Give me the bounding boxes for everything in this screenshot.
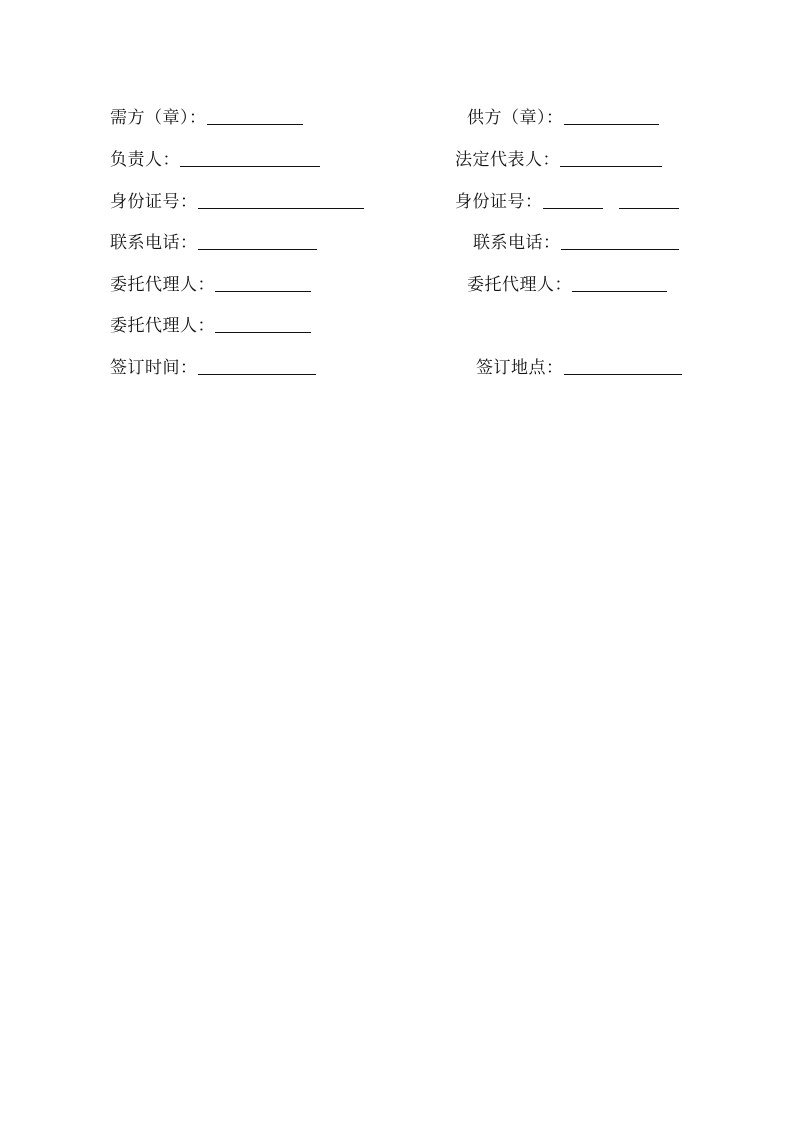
buyer-responsible-field <box>110 148 320 170</box>
buyer-agent-blank[interactable] <box>215 290 311 292</box>
seller-legal-rep-blank[interactable] <box>560 165 662 167</box>
seller-legal-rep-field <box>455 148 662 170</box>
seller-agent-field <box>467 273 667 295</box>
buyer-sign-time-label: 签订时间： <box>110 358 198 378</box>
buyer-phone-field <box>110 231 317 253</box>
seller-seal-blank[interactable] <box>564 123 659 125</box>
seller-agent-label: 委托代理人： <box>467 275 572 295</box>
buyer-agent-label: 委托代理人： <box>110 275 215 295</box>
buyer-sign-time-blank[interactable] <box>198 373 316 375</box>
seller-phone-field <box>473 231 679 253</box>
seller-sign-place-label: 签订地点： <box>476 358 564 378</box>
buyer-phone-blank[interactable] <box>198 248 317 250</box>
seller-phone-blank[interactable] <box>561 248 679 250</box>
seller-id-blank[interactable] <box>543 207 679 209</box>
buyer-id-field <box>110 190 364 212</box>
seller-legal-rep-label: 法定代表人： <box>455 150 560 170</box>
seller-seal-label: 供方（章）： <box>467 108 564 128</box>
seller-id-blank-segment <box>619 207 679 209</box>
buyer-seal-blank[interactable] <box>207 123 303 125</box>
buyer-sign-time-field <box>110 356 316 378</box>
buyer-id-label: 身份证号： <box>110 192 198 212</box>
buyer-agent2-blank[interactable] <box>215 331 311 333</box>
buyer-responsible-label: 负责人： <box>110 150 180 170</box>
seller-seal-field <box>467 106 659 128</box>
buyer-agent2-field <box>110 314 311 336</box>
seller-id-label: 身份证号： <box>455 192 543 212</box>
buyer-agent-field <box>110 273 311 295</box>
buyer-agent2-label: 委托代理人： <box>110 316 215 336</box>
buyer-seal-field <box>110 106 303 128</box>
seller-phone-label: 联系电话： <box>473 233 561 253</box>
buyer-responsible-blank[interactable] <box>180 165 320 167</box>
seller-sign-place-field <box>476 356 682 378</box>
buyer-phone-label: 联系电话： <box>110 233 198 253</box>
seller-sign-place-blank[interactable] <box>564 373 682 375</box>
buyer-seal-label: 需方（章）： <box>110 108 207 128</box>
buyer-id-blank[interactable] <box>198 207 364 209</box>
seller-id-blank-segment <box>543 207 603 209</box>
seller-id-field <box>455 190 679 212</box>
seller-agent-blank[interactable] <box>572 290 667 292</box>
